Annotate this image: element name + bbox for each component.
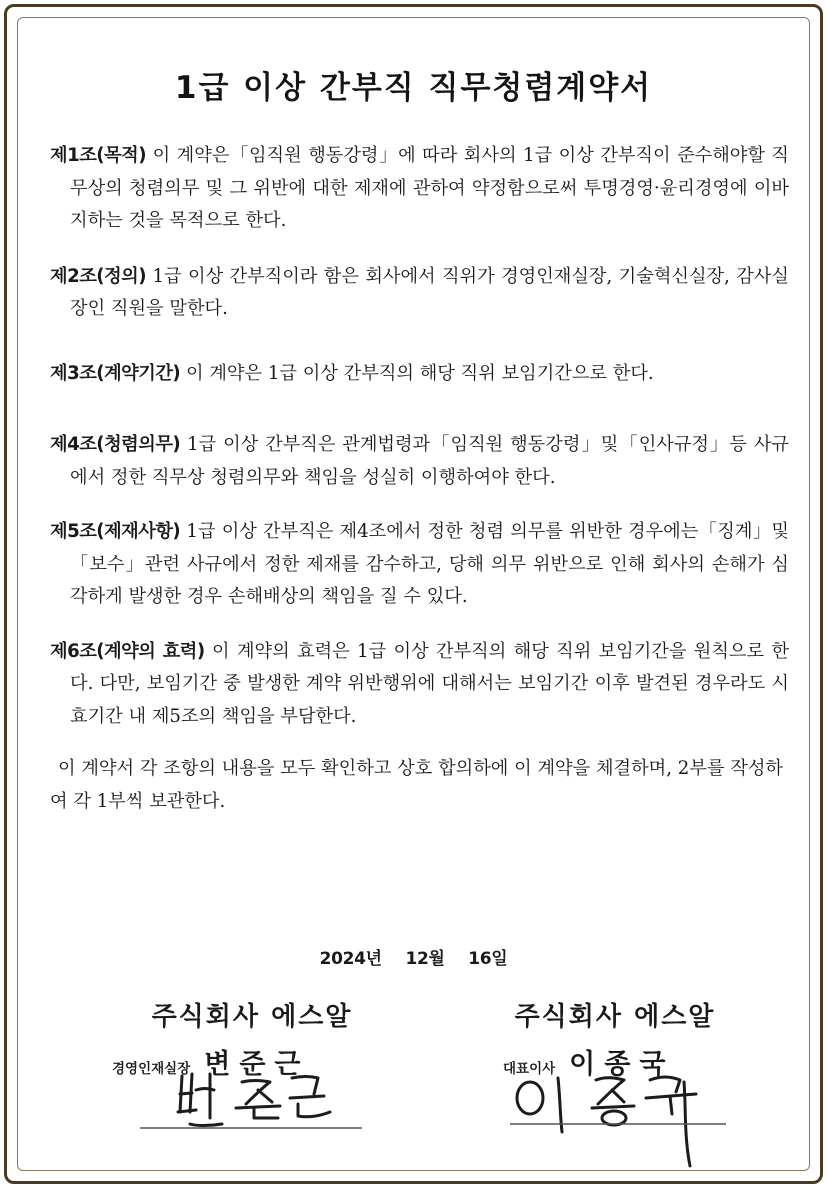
date-day: 16일 [468,949,508,969]
company-name: 주식회사 에스알 [151,1002,353,1032]
party-left [112,996,392,1033]
article-body: 1급 이상 간부직은 제4조에서 정한 청렴 의무를 위반한 경우에는「징계」및「보수」관련 사규에서 정한 제재를 감수하고, 당해 의무 위반으로 인해 회사의 손해가 심각하게 발생한 경우 손해배상의 책임을 질 수 있다. [70,521,789,607]
article-1 [50,140,789,238]
article-body: 이 계약은「임직원 행동강령」에 따라 회사의 1급 이상 간부직이 준수해야할 직무상의 청렴의무 및 그 위반에 대한 제재에 관하여 약정함으로써 투명경영·윤리경영에 이바지하는 것을 목적으로 한다. [70,145,789,231]
rep-title: 경영인재실장 [112,1061,191,1077]
rep-name: 변준근 [204,1049,310,1080]
article-heading: 제3조(계약기간) [50,362,181,384]
contract-date [0,944,827,969]
article-body: 이 계약의 효력은 1급 이상 간부직의 해당 직위 보임기간을 원칙으로 한다. 다만, 보임기간 중 발생한 계약 위반행위에 대해서는 보임기간 이후 발견된 경우라도 시효기간 내 제5조의 책임을 부담한다. [70,640,789,727]
article-6 [50,636,789,734]
document-title: 1급 이상 간부직 직무청렴계약서 [174,70,653,106]
article-body: 1급 이상 간부직이라 함은 회사에서 직위가 경영인재실장, 기술혁신실장, 감사실장인 직원을 말한다. [70,265,789,319]
date-month: 12월 [405,949,445,969]
rep-name: 이종국 [569,1049,675,1080]
article-3 [50,358,789,391]
signature-right [500,1066,740,1176]
party-right [470,996,760,1033]
rep-title: 대표이사 [503,1061,556,1077]
article-heading: 제6조(계약의 효력) [50,640,205,662]
article-heading: 제2조(정의) [50,265,147,287]
article-4 [50,429,789,494]
article-list [50,140,789,818]
article-5 [50,516,789,614]
article-heading: 제1조(목적) [50,145,147,166]
article-body: 이 계약은 1급 이상 간부직의 해당 직위 보임기간으로 한다. [186,362,654,384]
company-name: 주식회사 에스알 [514,1002,716,1032]
article-2 [50,261,789,326]
article-heading: 제5조(제재사항) [50,521,181,542]
article-body: 1급 이상 간부직은 관계법령과「임직원 행동강령」및「인사규정」등 사규에서 정한 직무상 청렴의무와 책임을 성실히 이행하여야 한다. [70,434,789,488]
closing-statement: 이 계약서 각 조항의 내용을 모두 확인하고 상호 합의하에 이 계약을 체결하며, 2부를 작성하여 각 1부씩 보관한다. [50,758,783,812]
date-year: 2024년 [319,949,382,969]
signature-left [130,1068,370,1138]
article-heading: 제4조(청렴의무) [50,434,181,455]
